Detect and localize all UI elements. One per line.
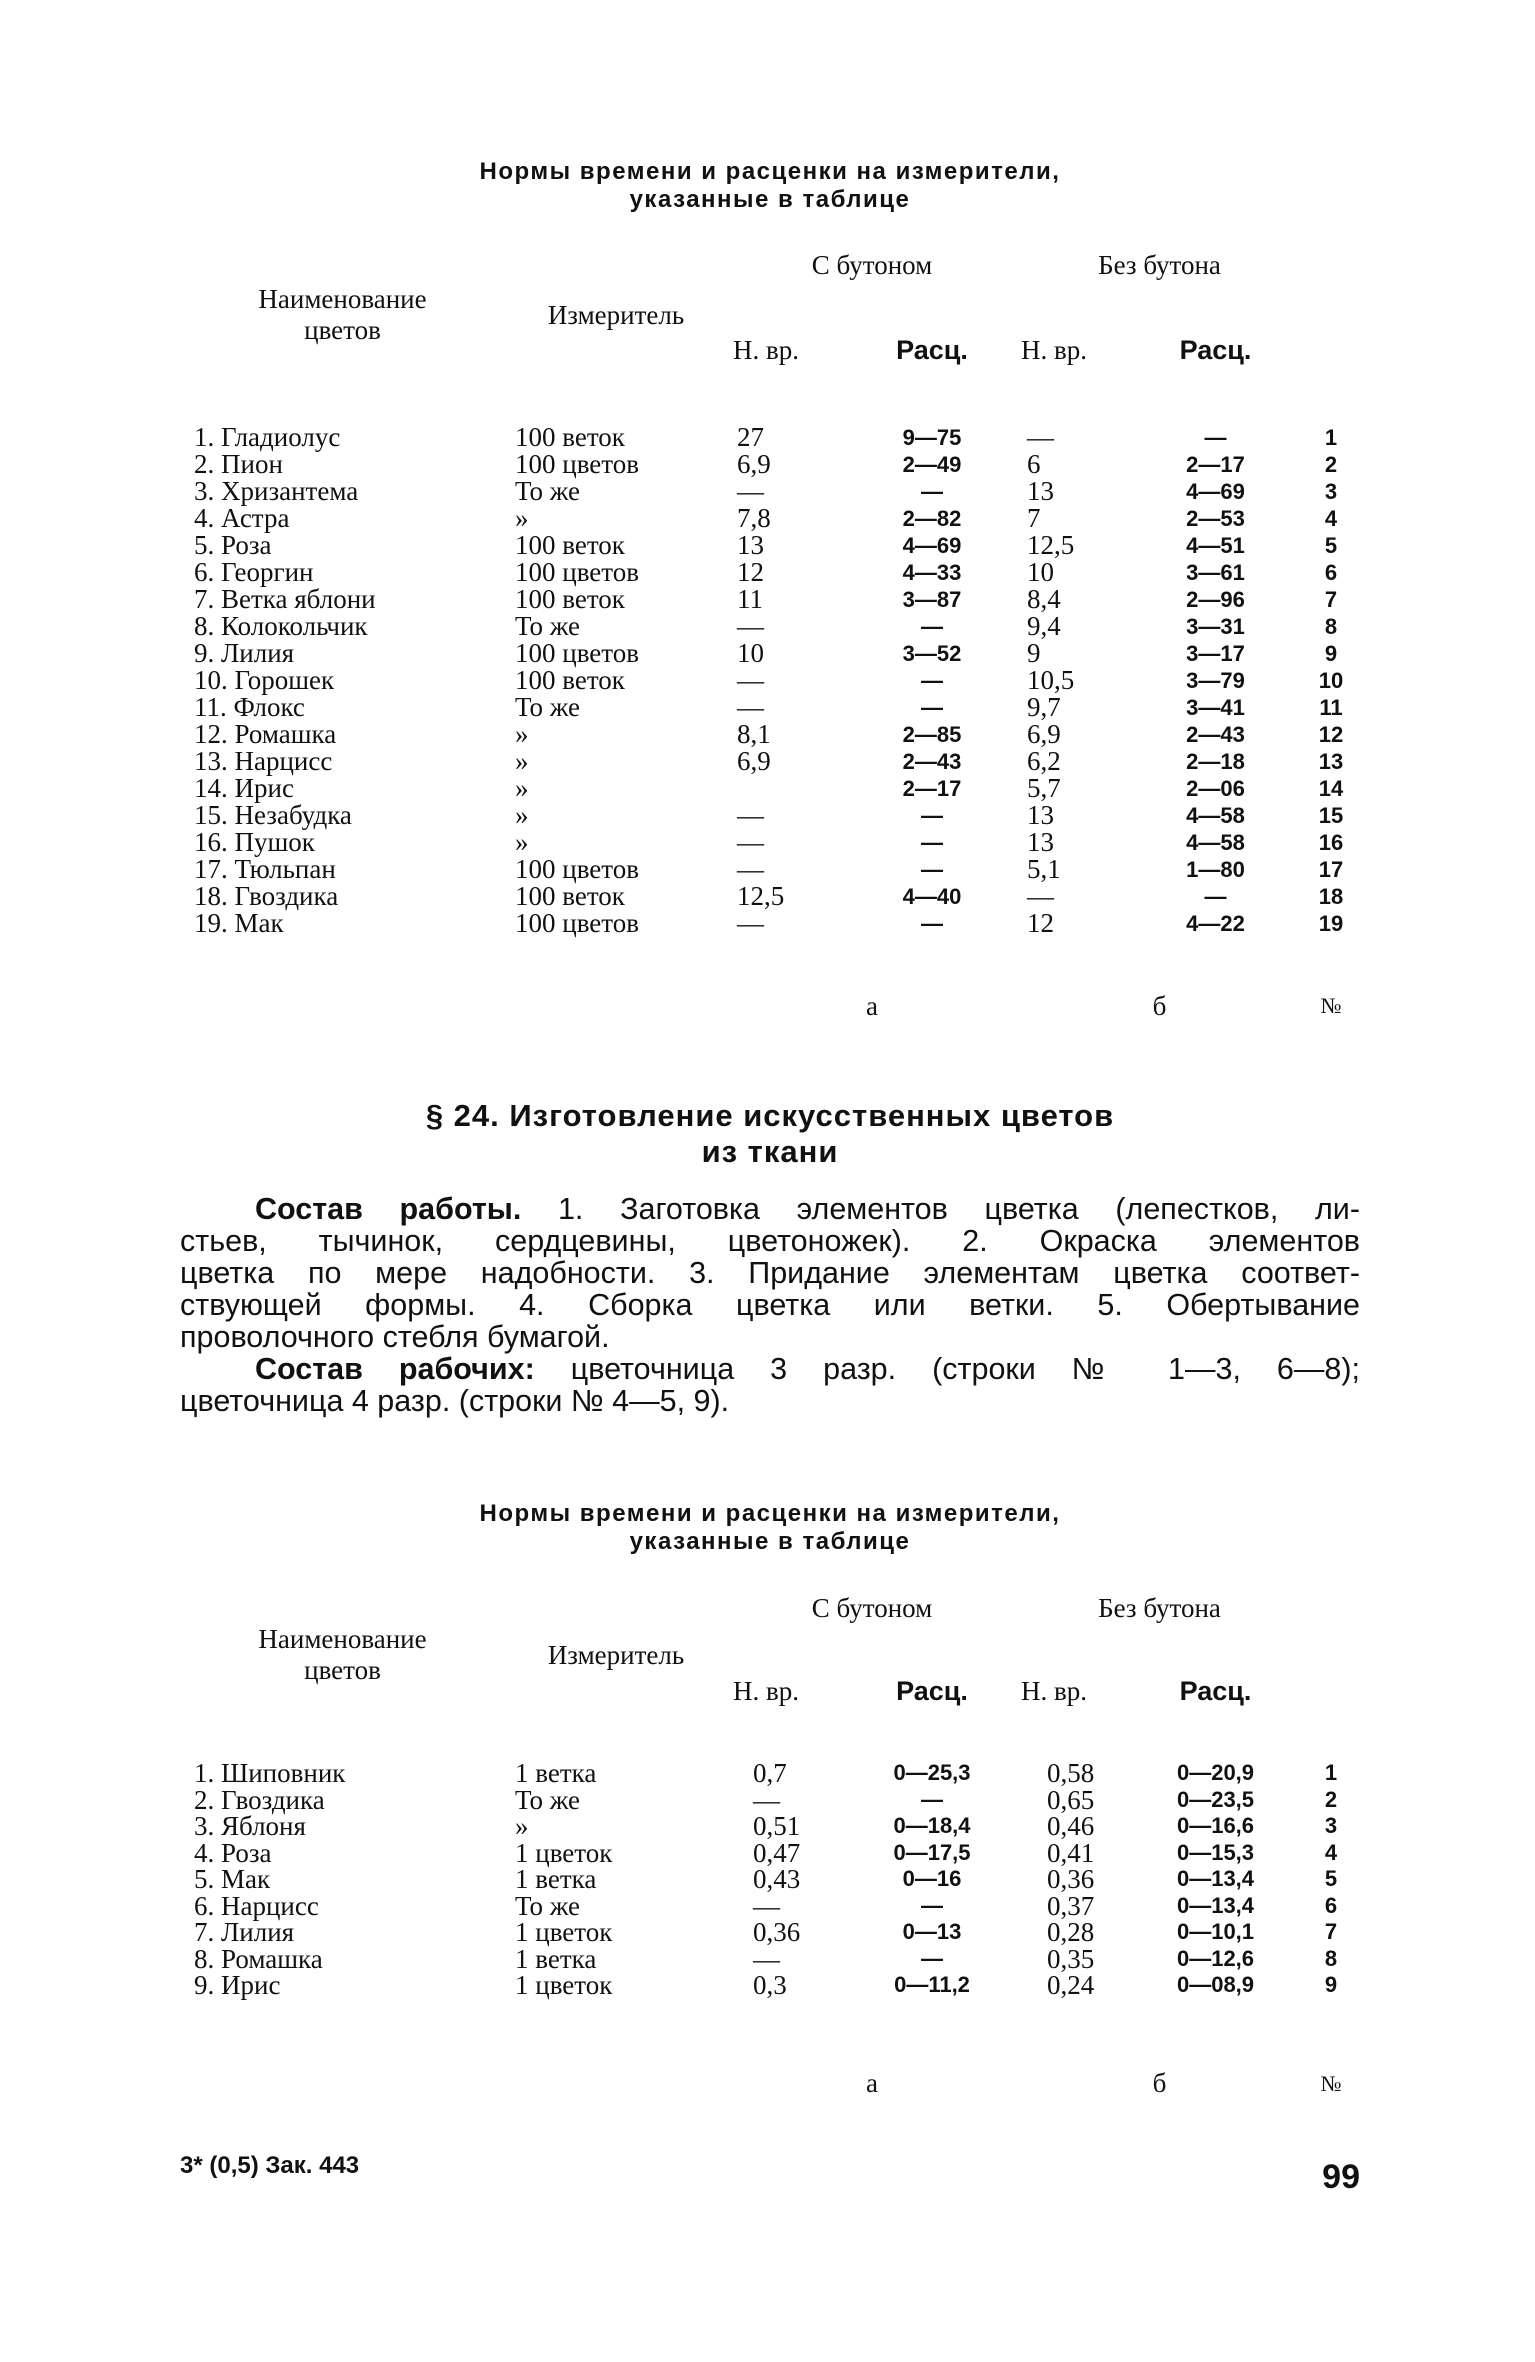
paragraph1-line5: проволочного стебля бумагой. xyxy=(180,1320,610,1354)
table1-col-measure: 100 веток 100 цветов То же » 100 веток 100 цветов 100 веток То же 100 цветов 100 веток То же » » » » » 100 цветов 100 веток 100 цветов xyxy=(515,422,639,938)
table2-footer-a: а xyxy=(866,2068,878,2098)
table2-header-with-bud: С бутоном xyxy=(811,1592,933,1623)
table1-caption xyxy=(180,158,1360,214)
paragraph1-line3: цветка по мере надобности. 3. Придание элементам цветка соответ- xyxy=(180,1256,1360,1290)
paragraph1-line1: Состав работы. 1. Заготовка элементов цветка (лепестков, ли- xyxy=(255,1192,1360,1226)
table2-caption-line1: Нормы времени и расценки на измерители, xyxy=(479,1500,1061,1527)
section-title-line2: из ткани xyxy=(701,1134,839,1169)
table2-header-rate-b: Расц. xyxy=(1179,1675,1252,1706)
table1-footer xyxy=(180,971,1360,1041)
table2-col-hours-b: 0,58 0,65 0,46 0,41 0,36 0,37 0,28 0,35 0,24 xyxy=(1047,1758,1095,2000)
table1-caption-line2: указанные в таблице xyxy=(629,186,911,213)
table1-footer-number: № xyxy=(1320,993,1342,1018)
table2-col-rate-a: 0—25,3 — 0—18,4 0—17,5 0—16 — 0—13 — 0—11,2 xyxy=(893,1760,971,1997)
table1-header-rate-b: Расц. xyxy=(1179,334,1252,365)
table1 xyxy=(180,230,1360,1041)
table1-footer-b: б xyxy=(1152,990,1167,1021)
table2-header-hours-a: Н. вр. xyxy=(733,1675,799,1706)
table1-header-measure: Измеритель xyxy=(547,299,685,330)
page-number: 99 xyxy=(1322,2158,1360,2196)
table1-col-hours-b: — 6 13 7 12,5 10 8,4 9,4 9 10,5 9,7 6,9 6,2 5,7 13 13 5,1 — 12 xyxy=(1027,422,1075,938)
table2-footer xyxy=(180,2049,1360,2119)
work-description xyxy=(180,1193,1360,1417)
table2-header-measure: Измеритель xyxy=(547,1639,685,1670)
table1-col-rate-b: — 2—17 4—69 2—53 4—51 3—61 2—96 3—31 3—17 3—79 3—41 2—43 2—18 2—06 4—58 4—58 1—80 — 4—22 xyxy=(1186,425,1245,936)
table2-col-hours-a: 0,7 — 0,51 0,47 0,43 — 0,36 — 0,3 xyxy=(753,1758,801,2000)
paragraph1-line4: ствующей формы. 4. Сборка цветка или ветки. 5. Обертывание xyxy=(180,1288,1360,1322)
table1-header-with-bud: С бутоном xyxy=(811,249,933,280)
table1-header-rate-a: Расц. xyxy=(896,334,968,365)
table2-header-name: Наименование цветов xyxy=(258,1624,427,1685)
paragraph2-line2: цветочница 4 разр. (строки № 4—5, 9). xyxy=(180,1384,730,1418)
table1-body xyxy=(180,400,1360,971)
table2-caption xyxy=(180,1500,1360,1556)
table1-col-index: 1 2 3 4 5 6 7 8 9 10 11 12 13 14 15 16 17 18 19 xyxy=(1318,425,1344,936)
table1-footer-a: а xyxy=(866,990,878,1021)
table2-footer-number: № xyxy=(1320,2070,1342,2096)
table2-col-rate-b: 0—20,9 0—23,5 0—16,6 0—15,3 0—13,4 0—13,4 0—10,1 0—12,6 0—08,9 xyxy=(1176,1760,1255,1997)
table1-header-index xyxy=(1302,230,1360,400)
table2-header-hours-b: Н. вр. xyxy=(1021,1675,1087,1706)
table2-caption-line2: указанные в таблице xyxy=(629,1528,911,1555)
table1-header-name: Наименование цветов xyxy=(258,284,427,345)
section-title xyxy=(180,1098,1360,1170)
paragraph2-line1: Состав рабочих: цветочница 3 разр. (строки № 1—3, 6—8); xyxy=(255,1352,1360,1386)
paragraph1-line2: стьев, тычинок, сердцевины, цветоножек). 2. Окраска элементов xyxy=(180,1224,1360,1258)
table1-caption-line1: Нормы времени и расценки на измерители, xyxy=(479,158,1061,185)
table1-header-hours-b: Н. вр. xyxy=(1021,334,1087,365)
table2-header-index xyxy=(1302,1572,1360,1738)
table2 xyxy=(180,1572,1360,2119)
table1-col-name: 1. Гладиолус 2. Пион 3. Хризантема 4. Астра 5. Роза 6. Георгин 7. Ветка яблони 8. Колокольчик 9. Лилия 10. Горошек 11. Флокс 12. Ромашка 13. Нарцисс 14. Ирис 15. Незабудка 16. Пушок 17. Тюльпан 18. Гвоздика 19. Мак xyxy=(194,422,376,938)
table2-header-rate-a: Расц. xyxy=(896,1675,968,1706)
table1-header-without-bud: Без бутона xyxy=(1098,249,1221,280)
table2-col-name: 1. Шиповник 2. Гвоздика 3. Яблоня 4. Роза 5. Мак 6. Нарцисс 7. Лилия 8. Ромашка 9. Ирис xyxy=(194,1758,346,2000)
table2-header-without-bud: Без бутона xyxy=(1098,1592,1221,1623)
table2-body xyxy=(180,1738,1360,2049)
table1-header-hours-a: Н. вр. xyxy=(733,334,799,365)
table1-col-rate-a: 9—75 2—49 — 2—82 4—69 4—33 3—87 — 3—52 — — 2—85 2—43 2—17 — — — 4—40 — xyxy=(902,425,962,936)
table2-col-measure: 1 ветка То же » 1 цветок 1 ветка То же 1 цветок 1 ветка 1 цветок xyxy=(515,1758,613,2000)
paragraph1-label: Состав работы. xyxy=(255,1192,522,1226)
imprint: 3* (0,5) Зак. 443 xyxy=(180,2152,360,2179)
table1-col-hours-a: 27 6,9 — 7,8 13 12 11 — 10 — — 8,1 6,9 — — — 12,5 — xyxy=(737,422,785,938)
paragraph2-label: Состав рабочих: xyxy=(255,1352,535,1386)
table2-footer-b: б xyxy=(1152,2068,1167,2098)
table2-col-index: 1 2 3 4 5 6 7 8 9 xyxy=(1324,1760,1338,1997)
section-title-line1: § 24. Изготовление искусственных цветов xyxy=(425,1098,1115,1133)
